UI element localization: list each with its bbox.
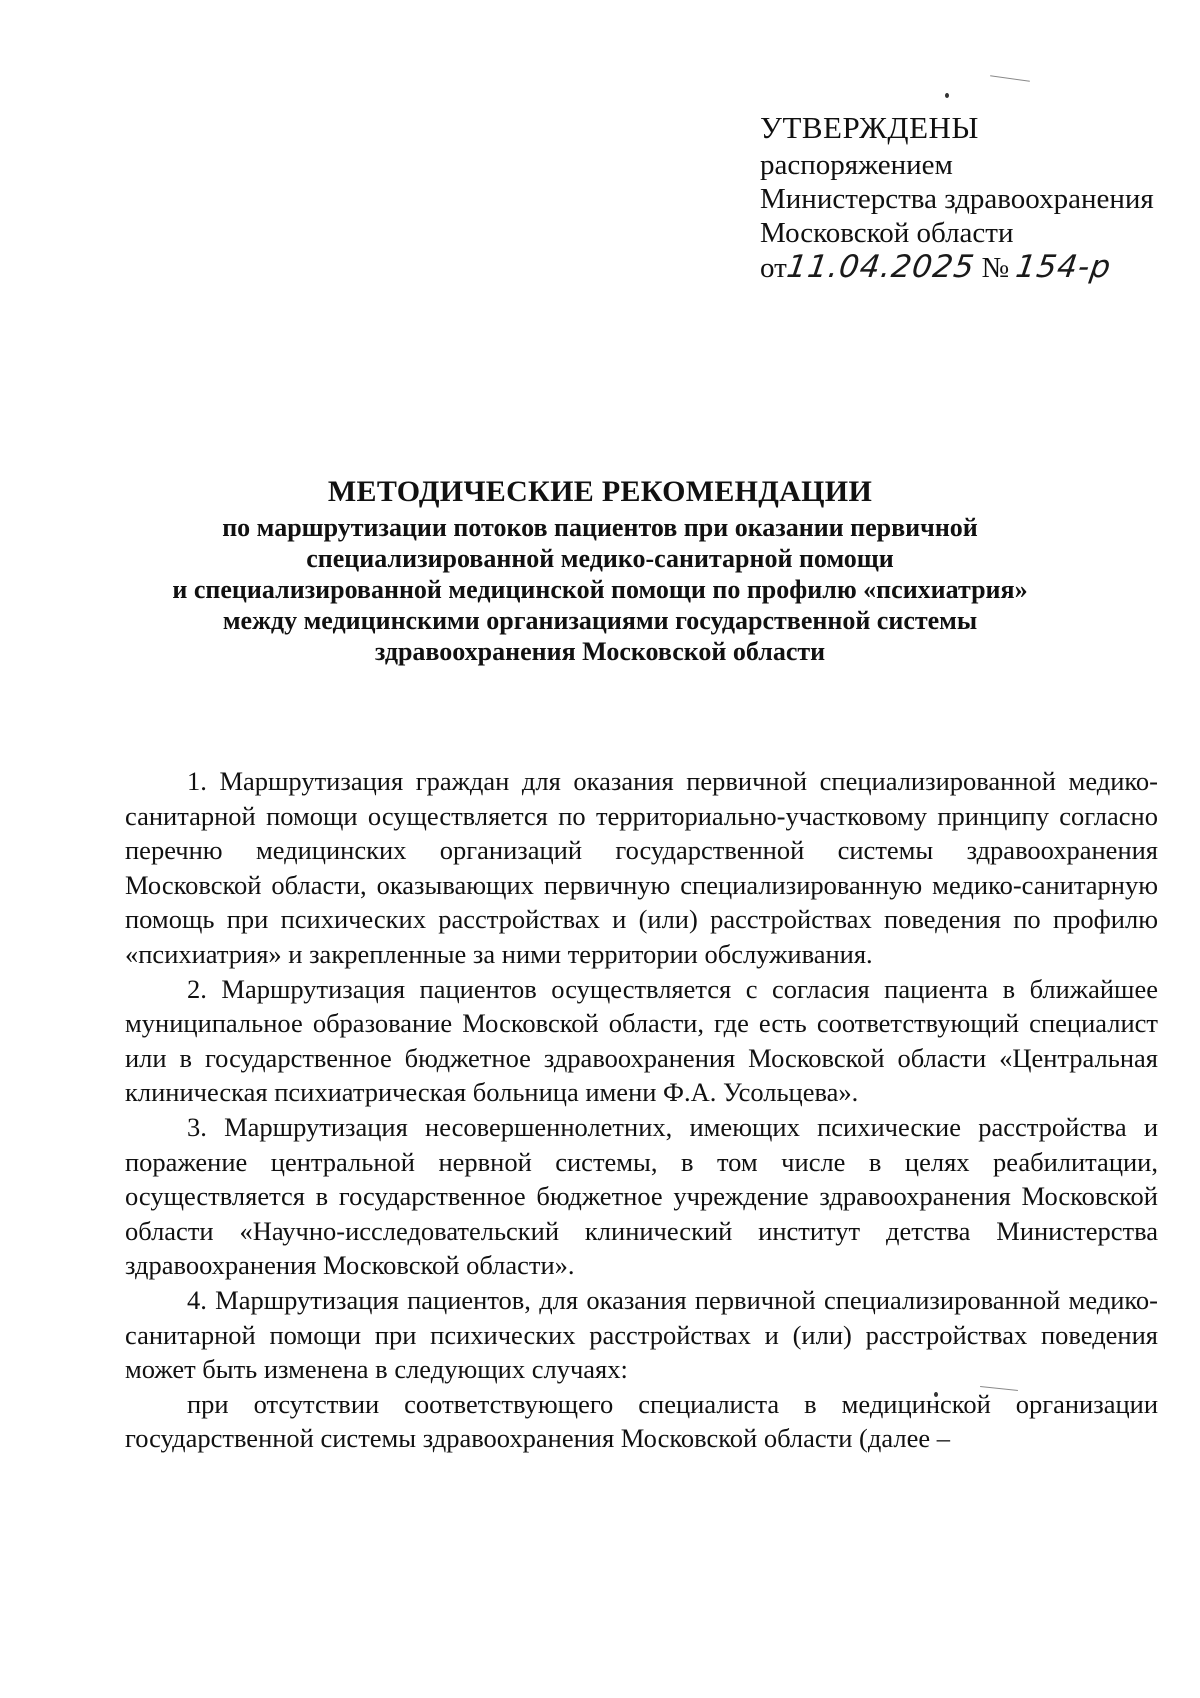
document-body — [125, 764, 1158, 1456]
title-subline: здравоохранения Московской области — [374, 637, 826, 666]
paragraph-2: 2. Маршрутизация пациентов осуществляется с согласия пациента в ближайшее муниципальное образование Московской области, где есть соответствующий специалист или в государственное бюджетное здравоохранения Московской области «Центральная клиническая психиатрическая больница имени Ф.А. Усольцева». — [125, 973, 1158, 1108]
paragraph-4: 4. Маршрутизация пациентов, для оказания первичной специализированной медико-санитарной помощи при психических расстройствах и (или) расстройствах поведения может быть изменена в следующих случаях: — [125, 1284, 1158, 1385]
number-sign: № — [981, 252, 1010, 284]
paragraph-3: 3. Маршрутизация несовершеннолетних, имеющих психические расстройства и поражение центральной нервной системы, в том числе в целях реабилитации, осуществляется в государственное бюджетное учреждение здравоохранения Московской области «Научно-исследовательский клинический институт детства Министерства здравоохранения Московской области». — [125, 1111, 1158, 1281]
approval-stamp-block — [760, 108, 1180, 285]
approval-heading: УТВЕРЖДЕНЫ — [760, 110, 979, 145]
handwritten-number: 154-р — [1013, 249, 1115, 285]
approval-line-order: распоряжением — [760, 149, 953, 181]
title-subline: специализированной медико-санитарной помощи — [306, 544, 894, 573]
approval-line-region: Московской области — [760, 217, 1014, 249]
paragraph-4-subitem: при отсутствии соответствующего специалиста в медицинской организации государственной системы здравоохранения Московской области (далее – — [125, 1388, 1158, 1454]
title-main: МЕТОДИЧЕСКИЕ РЕКОМЕНДАЦИИ — [327, 475, 873, 508]
date-prefix: от — [760, 252, 787, 284]
scan-mark — [990, 75, 1030, 82]
document-title — [150, 472, 1050, 667]
approval-line-ministry: Министерства здравоохранения — [760, 183, 1154, 215]
scan-speck — [945, 93, 949, 98]
approval-date-line — [760, 250, 1180, 285]
paragraph-1: 1. Маршрутизация граждан для оказания первичной специализированной медико-санитарной помощи осуществляется по территориально-участковому принципу согласно перечню медицинских организаций государственной системы здравоохранения Московской области, оказывающих первичную специализированную медико-санитарную помощь при психических расстройствах и (или) расстройствах поведения по профилю «психиатрия» и закрепленные за ними территории обслуживания. — [125, 766, 1158, 969]
title-subline: по маршрутизации потоков пациентов при оказании первичной — [222, 513, 978, 542]
title-subline: и специализированной медицинской помощи по профилю «психиатрия» — [172, 575, 1028, 604]
title-subline: между медицинскими организациями государственной системы — [222, 606, 978, 635]
handwritten-date: 11.04.2025 — [784, 249, 977, 285]
